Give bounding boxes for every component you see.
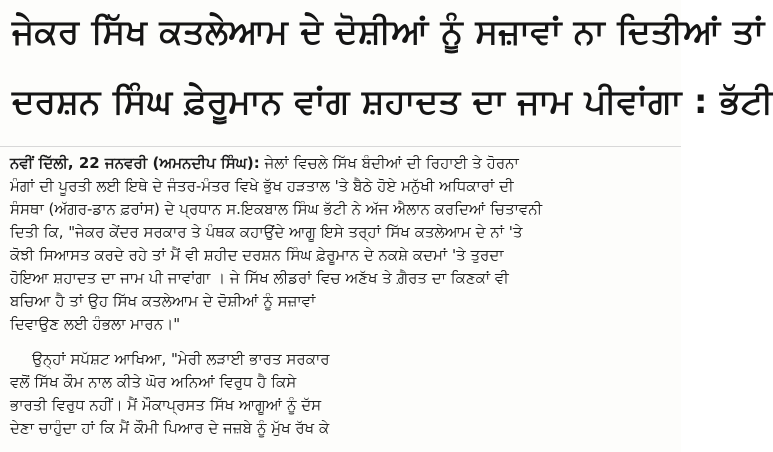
- article-line: ਕੋਝੀ ਸਿਆਸਤ ਕਰਦੇ ਰਹੇ ਤਾਂ ਮੈਂ ਵੀ ਸ਼ਹੀਦ ਦਰਸ਼ਨ ਸਿੰਘ ਫ਼ੇਰੂਮਾਨ ਦੇ ਨਕਸ਼ੇ ਕਦਮਾਂ 'ਤੇ ਤੁਰਦਾ: [10, 246, 504, 264]
- dateline: ਨਵੀਂ ਦਿੱਲੀ, 22 ਜਨਵਰੀ (ਅਮਨਦੀਪ ਸਿੰਘ):: [10, 154, 260, 172]
- article-paragraph-2: [10, 348, 430, 440]
- article-line: ਵਲੋਂ ਸਿੱਖ ਕੌਮ ਨਾਲ ਕੀਤੇ ਘੋਰ ਅਨਿਆਂ ਵਿਰੁਧ ਹੈ ਕਿਸੇ: [10, 373, 297, 391]
- headline-divider: [0, 146, 681, 147]
- headline-line-2: ਦਰਸ਼ਨ ਸਿੰਘ ਫ਼ੇਰੂਮਾਨ ਵਾਂਗ ਸ਼ਹਾਦਤ ਦਾ ਜਾਮ ਪੀਵਾਂਗਾ : ਭੱਟੀ: [12, 82, 773, 122]
- article-line-text: ਜੇਲਾਂ ਵਿਚਲੇ ਸਿੱਖ ਬੰਦੀਆਂ ਦੀ ਰਿਹਾਈ ਤੇ ਹੋਰਨਾ: [264, 154, 519, 172]
- article-line: ਦਿਵਾਉਣ ਲਈ ਹੰਭਲਾ ਮਾਰਨ।": [10, 315, 181, 333]
- article-line: [10, 152, 670, 175]
- article-line: ਦਿਤੀ ਕਿ, "ਜੇਕਰ ਕੇਂਦਰ ਸਰਕਾਰ ਤੇ ਪੰਥਕ ਕਹਾਉਂਦੇ ਆਗੂ ਇਸੇ ਤਰ੍ਹਾਂ ਸਿੱਖ ਕਤਲੇਆਮ ਦੇ ਨਾਂ 'ਤੇ: [10, 223, 523, 241]
- article-paragraph-1: [10, 152, 670, 336]
- article-line: ਸੰਸਥਾ (ਅੱਗਰ-ਡਾਨ ਫ਼ਰਾਂਸ) ਦੇ ਪ੍ਰਧਾਨ ਸ.ਇਕਬਾਲ ਸਿੰਘ ਭੱਟੀ ਨੇ ਅੱਜ ਐਲਾਨ ਕਰਦਿਆਂ ਚਿਤਾਵਨੀ: [10, 200, 543, 218]
- article-line: ਉਨ੍ਹਾਂ ਸਪੱਸ਼ਟ ਆਖਿਆ, "ਮੇਰੀ ਲੜਾਈ ਭਾਰਤ ਸਰਕਾਰ: [32, 350, 330, 368]
- article-line: ਦੇਣਾ ਚਾਹੁੰਦਾ ਹਾਂ ਕਿ ਮੈਂ ਕੌਮੀ ਪਿਆਰ ਦੇ ਜਜ਼ਬੇ ਨੂੰ ਮੁੱਖ ਰੱਖ ਕੇ: [10, 419, 330, 437]
- article-line: ਭਾਰਤੀ ਵਿਰੁਧ ਨਹੀਂ। ਮੈਂ ਮੌਕਾਪ੍ਰਸਤ ਸਿੱਖ ਆਗੂਆਂ ਨੂੰ ਦੱਸ: [10, 396, 322, 414]
- headline-line-1: ਜੇਕਰ ਸਿੱਖ ਕਤਲੇਆਮ ਦੇ ਦੋਸ਼ੀਆਂ ਨੂੰ ਸਜ਼ਾਵਾਂ ਨਾ ਦਿਤੀਆਂ ਤਾਂ: [12, 12, 765, 52]
- article-line: ਮੰਗਾਂ ਦੀ ਪੂਰਤੀ ਲਈ ਇਥੇ ਦੇ ਜੰਤਰ-ਮੰਤਰ ਵਿਖੇ ਭੁੱਖ ਹੜਤਾਲ 'ਤੇ ਬੈਠੇ ਹੋਏ ਮਨੁੱਖੀ ਅਧਿਕਾਰਾਂ ਦੀ: [10, 177, 514, 195]
- article-line: ਬਚਿਆ ਹੈ ਤਾਂ ਉਹ ਸਿੱਖ ਕਤਲੇਆਮ ਦੇ ਦੋਸ਼ੀਆਂ ਨੂੰ ਸਜ਼ਾਵਾਂ: [10, 292, 316, 310]
- article-line: ਹੋਇਆ ਸ਼ਹਾਦਤ ਦਾ ਜਾਮ ਪੀ ਜਾਵਾਂਗਾ । ਜੇ ਸਿੱਖ ਲੀਡਰਾਂ ਵਿਚ ਅਣੱਖ ਤੇ ਗ਼ੈਰਤ ਦਾ ਕਿਣਕਾਂ ਵੀ: [10, 269, 509, 287]
